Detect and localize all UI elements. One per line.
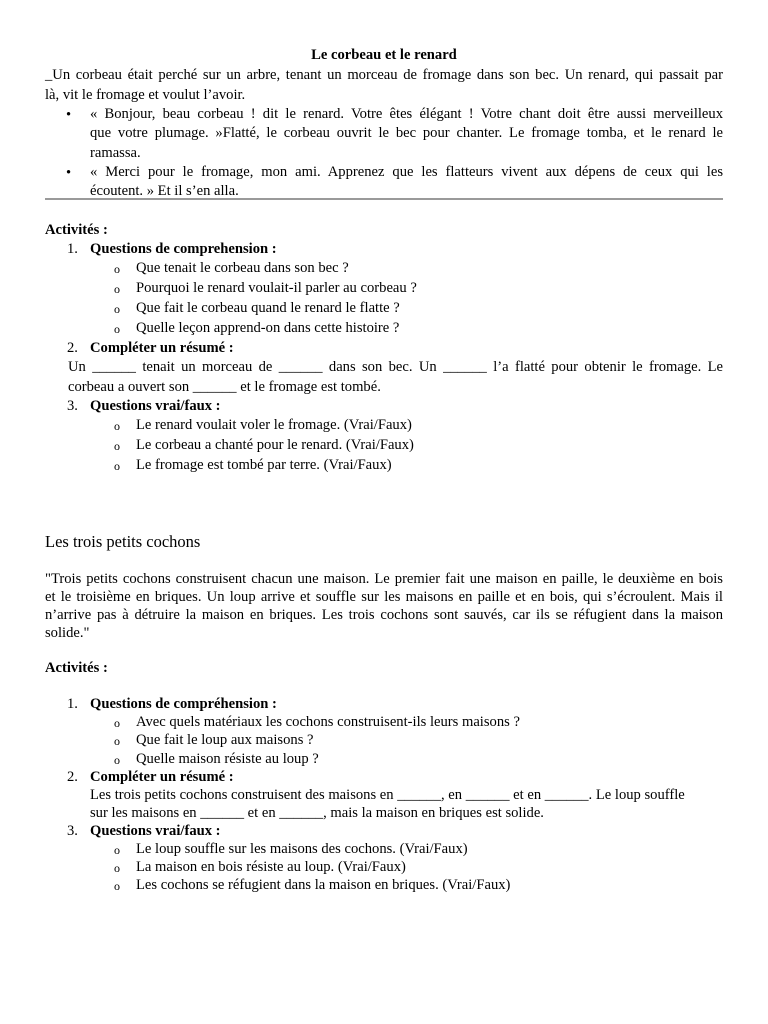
story1-section1-item: Pourquoi le renard voulait-il parler au corbeau ? (136, 280, 417, 296)
story2-section1-title: Questions de compréhension : (90, 696, 277, 712)
story2-activities-label: Activités : (45, 660, 108, 676)
story1-section2-title: Compléter un résumé : (90, 340, 234, 356)
story1-section3-number: 3. (67, 398, 78, 414)
story1-section2-line2: corbeau a ouvert son ______ et le fromage est tombé. (68, 379, 381, 395)
story1-bullet2-line2: écoutent. » Et il s’en alla. (90, 183, 239, 199)
story1-section2-line1: Un ______ tenait un morceau de ______ dans son bec. Un ______ l’a flatté pour obtenir le fromage. Le (68, 359, 723, 375)
story2-para-line1: "Trois petits cochons construisent chacun une maison. Le premier fait une maison en paille, le deuxième en bois (45, 571, 723, 587)
list-circle-icon: o (114, 322, 120, 336)
story1-section3-item: Le corbeau a chanté pour le renard. (Vrai/Faux) (136, 437, 414, 453)
story2-section3-number: 3. (67, 823, 78, 839)
story1-section1-number: 1. (67, 241, 78, 257)
story1-intro-line1: _Un corbeau était perché sur un arbre, tenant un morceau de fromage dans son bec. Un renard, qui passait par (45, 67, 723, 83)
list-circle-icon: o (114, 734, 120, 748)
story1-section1-title: Questions de comprehension : (90, 241, 277, 257)
story2-section1-item: Quelle maison résiste au loup ? (136, 751, 319, 767)
story1-bullet2-line1: « Merci pour le fromage, mon ami. Apprenez que les flatteurs vivent aux dépens de ceux qui les (90, 164, 723, 180)
story2-section1-item: Avec quels matériaux les cochons construisent-ils leurs maisons ? (136, 714, 520, 730)
list-circle-icon: o (114, 282, 120, 296)
story1-bullet1-line3: ramassa. (90, 145, 141, 161)
list-circle-icon: o (114, 302, 120, 316)
bullet-dot-icon: • (66, 165, 72, 181)
story1-section1-item: Quelle leçon apprend-on dans cette histoire ? (136, 320, 400, 336)
story1-bullet1-line1: « Bonjour, beau corbeau ! dit le renard. Votre êtes élégant ! Votre chant doit être aussi merveilleux (90, 106, 723, 122)
story2-section2-line1: Les trois petits cochons construisent des maisons en ______, en ______ et en ______. Le loup souffle (90, 787, 685, 803)
story1-section3-title: Questions vrai/faux : (90, 398, 221, 414)
story2-para-line4: solide." (45, 625, 90, 641)
list-circle-icon: o (114, 716, 120, 730)
story1-section1-item: Que tenait le corbeau dans son bec ? (136, 260, 349, 276)
story1-bullet1-line2: que votre plumage. »Flatté, le corbeau ouvrit le bec pour chanter. Le fromage tomba, et le renard le (90, 125, 723, 141)
list-circle-icon: o (114, 861, 120, 875)
story2-section2-line2: sur les maisons en ______ et en ______, mais la maison en briques est solide. (90, 805, 544, 821)
list-circle-icon: o (114, 419, 120, 433)
story1-activities-label: Activités : (45, 222, 108, 238)
story2-section3-title: Questions vrai/faux : (90, 823, 221, 839)
story2-section3-item: Le loup souffle sur les maisons des cochons. (Vrai/Faux) (136, 841, 468, 857)
story1-section2-number: 2. (67, 340, 78, 356)
story1-intro-line2: là, vit le fromage et voulut l’avoir. (45, 87, 246, 103)
story1-section1-item: Que fait le corbeau quand le renard le flatte ? (136, 300, 400, 316)
list-circle-icon: o (114, 879, 120, 893)
story2-section3-item: Les cochons se réfugient dans la maison en briques. (Vrai/Faux) (136, 877, 511, 893)
section-divider (45, 198, 723, 200)
story1-section3-item: Le fromage est tombé par terre. (Vrai/Faux) (136, 457, 392, 473)
story2-section1-number: 1. (67, 696, 78, 712)
story2-para-line3: n’arrive pas à détruire la maison en briques. Les trois cochons sont sauvés, car ils se réfugient dans la maison (45, 607, 723, 623)
story2-section2-number: 2. (67, 769, 78, 785)
story2-title: Les trois petits cochons (45, 532, 201, 551)
story1-title: Le corbeau et le renard (311, 47, 457, 63)
story2-section3-item: La maison en bois résiste au loup. (Vrai/Faux) (136, 859, 406, 875)
bullet-dot-icon: • (66, 107, 72, 123)
list-circle-icon: o (114, 843, 120, 857)
story2-section2-title: Compléter un résumé : (90, 769, 234, 785)
list-circle-icon: o (114, 439, 120, 453)
story1-section3-item: Le renard voulait voler le fromage. (Vrai/Faux) (136, 417, 412, 433)
list-circle-icon: o (114, 262, 120, 276)
list-circle-icon: o (114, 459, 120, 473)
list-circle-icon: o (114, 753, 120, 767)
story2-para-line2: et le troisième en briques. Un loup arrive et souffle sur les maisons en paille et en bois, qui s’écroulent. Mais il (45, 589, 723, 605)
story2-section1-item: Que fait le loup aux maisons ? (136, 732, 314, 748)
